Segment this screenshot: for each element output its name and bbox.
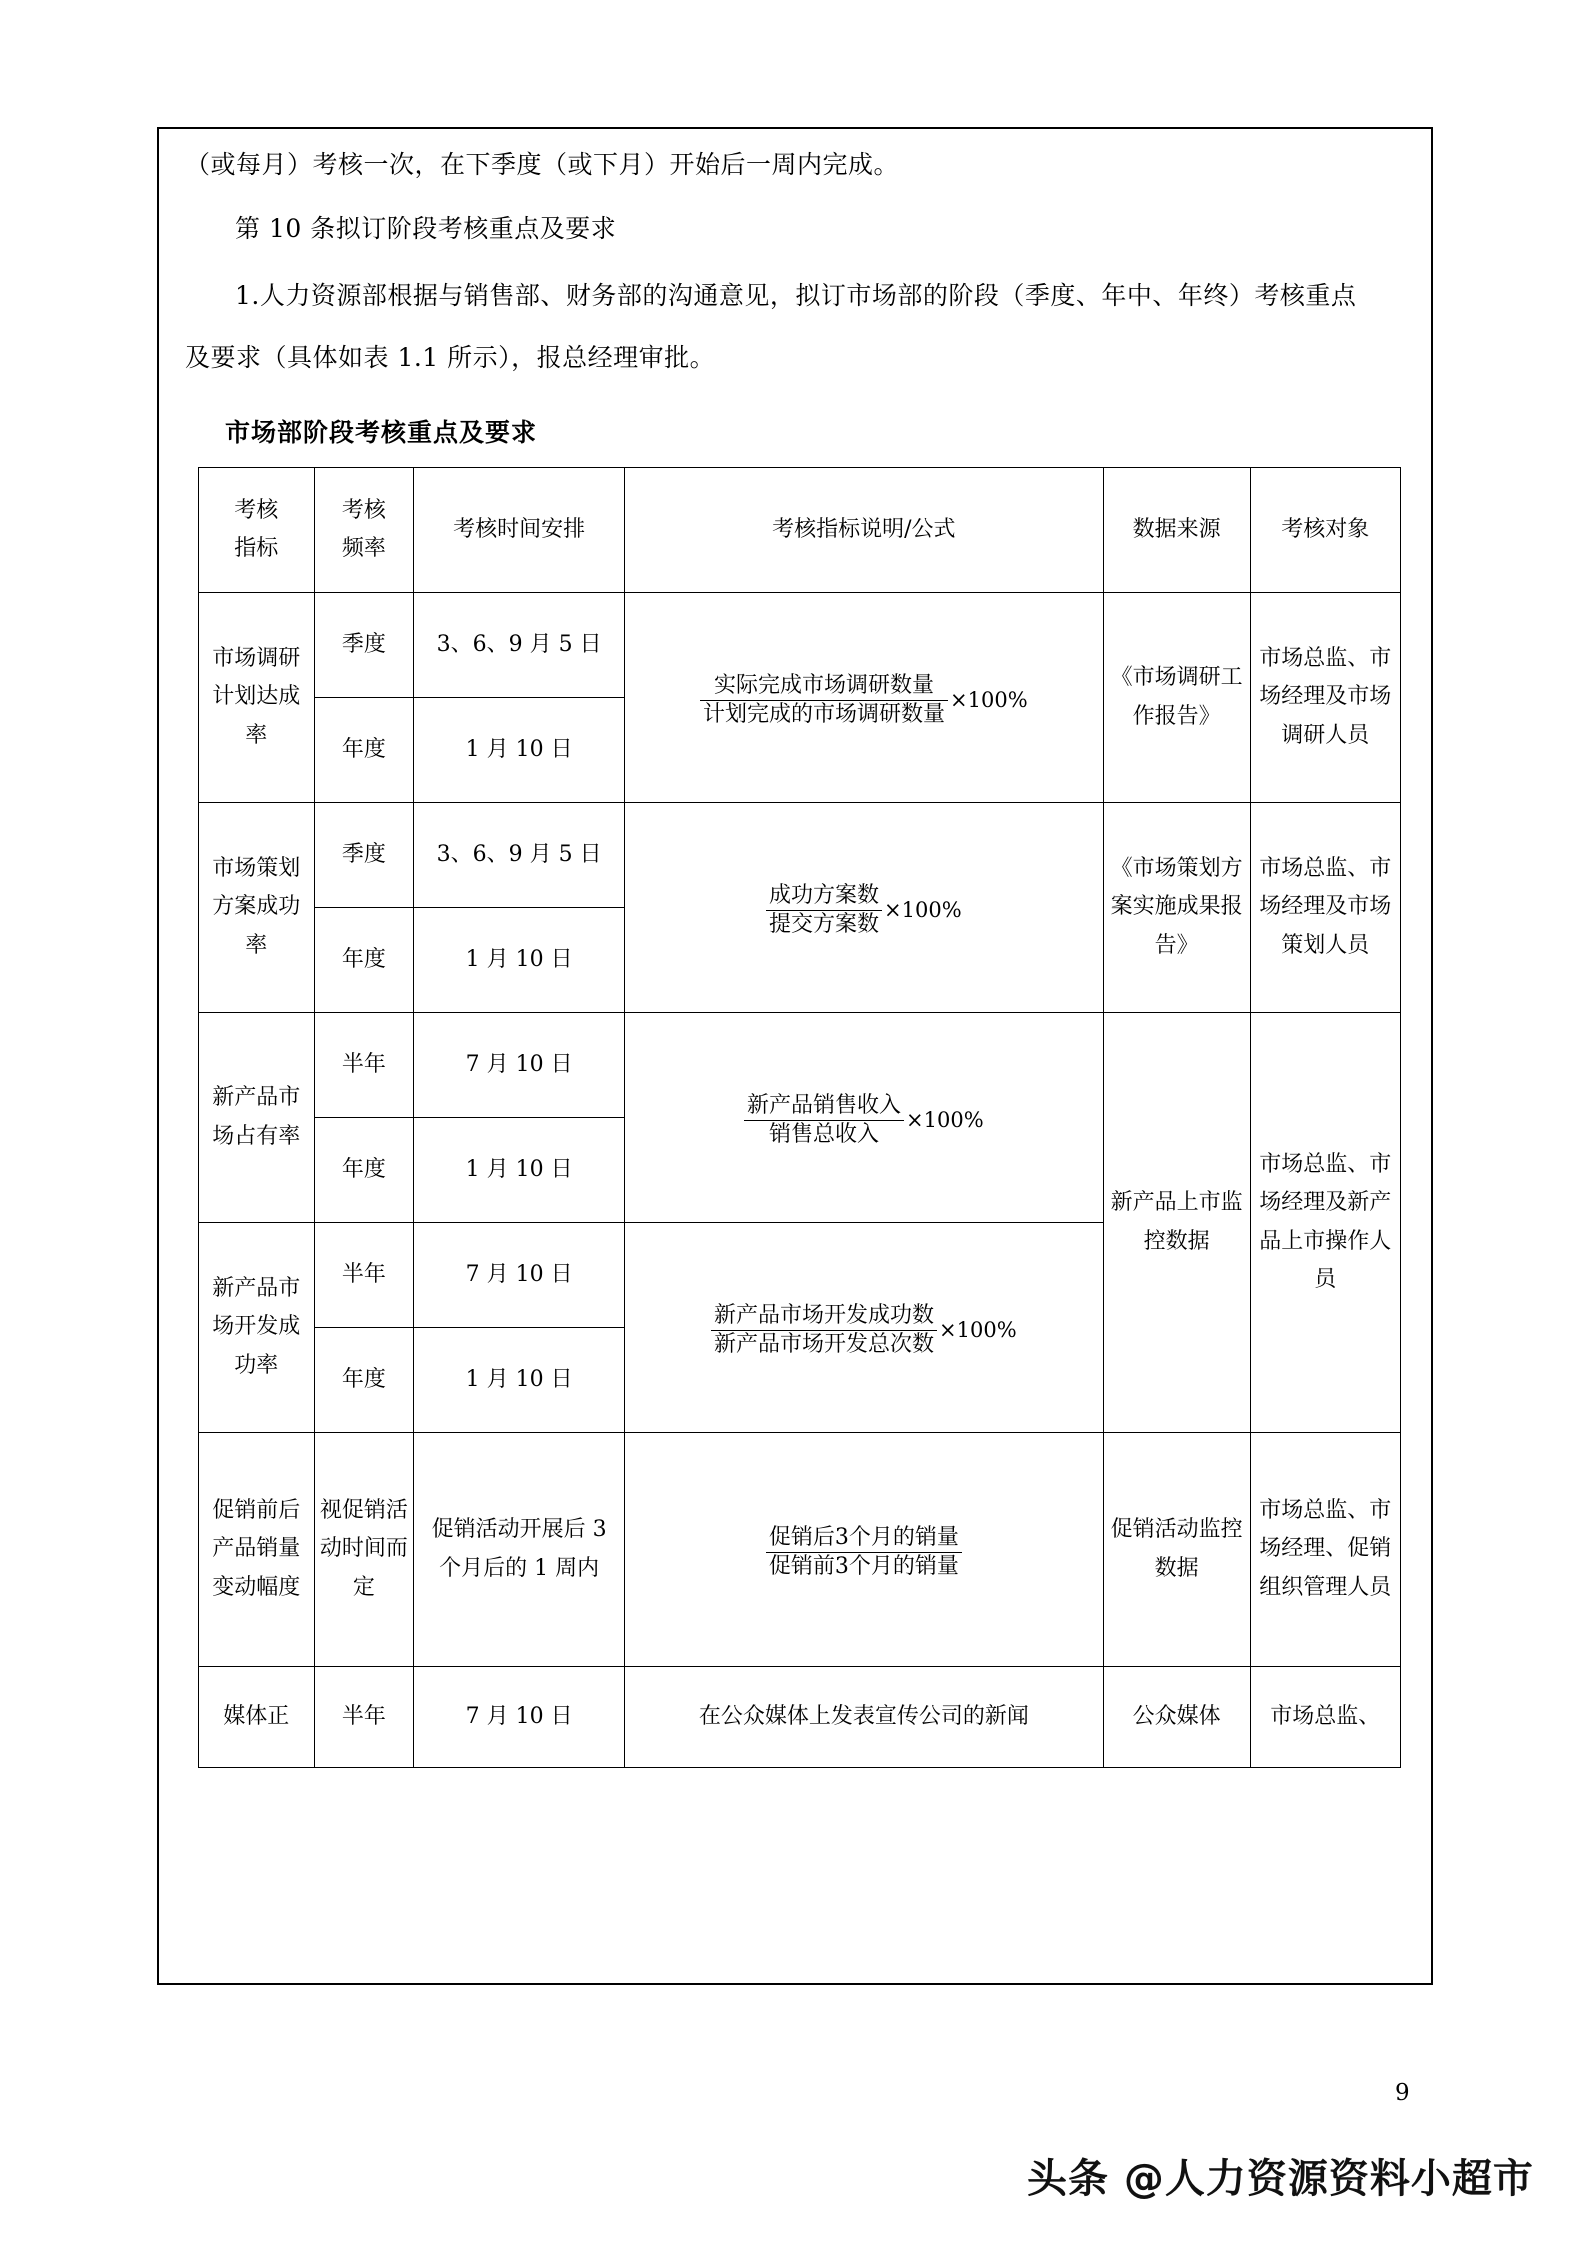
assessment-table <box>198 467 1401 1768</box>
cell-time-line2: 3 个月后的 1 周内 <box>439 1517 607 1581</box>
header-cell-time: 考核时间安排 <box>414 468 625 593</box>
header-cell-index <box>199 468 315 593</box>
cell-formula <box>624 1433 1103 1667</box>
cell-time: 1 月 10 日 <box>414 1328 625 1433</box>
cell-formula <box>624 593 1103 803</box>
cell-time: 7 月 10 日 <box>414 1013 625 1118</box>
page-number: 9 <box>1395 2080 1410 2106</box>
cell-time: 3、6、9 月 5 日 <box>414 803 625 908</box>
cell-frequency: 季度 <box>314 593 414 698</box>
cell-source: 公众媒体 <box>1103 1667 1250 1768</box>
cell-time: 3、6、9 月 5 日 <box>414 593 625 698</box>
cell-object: 市场总监、 <box>1250 1667 1400 1768</box>
fraction-numerator: 实际完成市场调研数量 <box>700 673 948 701</box>
paragraph-article-10-heading: 第 10 条拟订阶段考核重点及要求 <box>235 214 617 244</box>
header-index-line1: 考核 <box>234 497 279 523</box>
cell-index: 新产品市场开发成功率 <box>199 1223 315 1433</box>
cell-frequency: 季度 <box>314 803 414 908</box>
fraction <box>700 673 948 729</box>
cell-formula <box>624 1223 1103 1433</box>
fraction-denominator: 促销前3个月的销量 <box>768 1554 959 1579</box>
table-header-row <box>199 468 1401 593</box>
cell-time-line1: 促销活动开展后 <box>431 1517 586 1542</box>
cell-frequency: 年度 <box>314 698 414 803</box>
cell-index: 新产品市场占有率 <box>199 1013 315 1223</box>
cell-time: 1 月 10 日 <box>414 908 625 1013</box>
fraction-denominator: 新产品市场开发总次数 <box>714 1332 935 1357</box>
table-container <box>185 449 1405 1768</box>
fraction <box>766 1525 962 1581</box>
table-caption: 市场部阶段考核重点及要求 <box>225 418 538 447</box>
paragraph-item-1-line-1: 1.人力资源部根据与销售部、财务部的沟通意见，拟订市场部的阶段（季度、年中、年终）考核重点 <box>235 280 1357 310</box>
fraction-numerator: 新产品市场开发成功数 <box>711 1303 937 1331</box>
fraction-numerator: 促销后3个月的销量 <box>766 1525 962 1553</box>
cell-time: 1 月 10 日 <box>414 1118 625 1223</box>
table-row <box>199 1667 1401 1768</box>
table-row <box>199 1013 1401 1118</box>
fraction-denominator: 销售总收入 <box>769 1122 880 1147</box>
cell-time: 1 月 10 日 <box>414 698 625 803</box>
cell-object: 市场总监、市场经理及市场调研人员 <box>1250 593 1400 803</box>
cell-frequency: 年度 <box>314 908 414 1013</box>
paragraph-item-1-line-2: 及要求（具体如表 1.1 所示），报总经理审批。 <box>185 342 716 372</box>
cell-source: 《市场调研工作报告》 <box>1103 593 1250 803</box>
watermark-text: 头条 @人力资源资料小超市 <box>1027 2156 1534 2202</box>
cell-frequency: 视促销活动时间而定 <box>314 1433 414 1667</box>
fraction-numerator: 成功方案数 <box>766 883 882 911</box>
table-row <box>199 593 1401 698</box>
header-cell-frequency <box>314 468 414 593</box>
cell-object: 市场总监、市场经理及新产品上市操作人员 <box>1250 1013 1400 1433</box>
cell-index: 媒体正 <box>199 1667 315 1768</box>
cell-frequency: 年度 <box>314 1328 414 1433</box>
cell-time: 7 月 10 日 <box>414 1223 625 1328</box>
cell-frequency: 半年 <box>314 1013 414 1118</box>
fraction-multiplier: ×100% <box>906 1108 984 1133</box>
cell-index: 市场策划方案成功率 <box>199 803 315 1013</box>
header-frequency-line1: 考核 <box>341 497 386 523</box>
cell-formula <box>624 803 1103 1013</box>
cell-time <box>414 1433 625 1667</box>
cell-formula <box>624 1013 1103 1223</box>
header-frequency-line2: 频率 <box>341 536 386 561</box>
cell-source: 《市场策划方案实施成果报告》 <box>1103 803 1250 1013</box>
cell-frequency: 年度 <box>314 1118 414 1223</box>
cell-index: 市场调研计划达成率 <box>199 593 315 803</box>
cell-frequency: 半年 <box>314 1667 414 1768</box>
fraction <box>766 883 882 939</box>
document-body <box>159 129 1431 1768</box>
table-row <box>199 1433 1401 1667</box>
header-index-line2: 指标 <box>234 536 279 561</box>
fraction-multiplier: ×100% <box>950 688 1028 713</box>
cell-source: 新产品上市监控数据 <box>1103 1013 1250 1433</box>
fraction-numerator: 新产品销售收入 <box>744 1093 904 1121</box>
cell-object: 市场总监、市场经理及市场策划人员 <box>1250 803 1400 1013</box>
cell-source: 促销活动监控数据 <box>1103 1433 1250 1667</box>
fraction-multiplier: ×100% <box>939 1318 1017 1343</box>
document-page-frame <box>157 127 1433 1985</box>
cell-frequency: 半年 <box>314 1223 414 1328</box>
cell-index: 促销前后产品销量变动幅度 <box>199 1433 315 1667</box>
fraction-denominator: 计划完成的市场调研数量 <box>703 702 946 727</box>
header-cell-object: 考核对象 <box>1250 468 1400 593</box>
cell-formula: 在公众媒体上发表宣传公司的新闻 <box>624 1667 1103 1768</box>
paragraph-continuation: （或每月）考核一次，在下季度（或下月）开始后一周内完成。 <box>185 150 900 179</box>
fraction-multiplier: ×100% <box>884 898 962 923</box>
cell-time: 7 月 10 日 <box>414 1667 625 1768</box>
fraction <box>711 1303 937 1359</box>
header-cell-formula: 考核指标说明/公式 <box>624 468 1103 593</box>
header-cell-source: 数据来源 <box>1103 468 1250 593</box>
table-row <box>199 803 1401 908</box>
fraction <box>744 1093 904 1149</box>
cell-object: 市场总监、市场经理、促销组织管理人员 <box>1250 1433 1400 1667</box>
fraction-denominator: 提交方案数 <box>769 912 880 937</box>
